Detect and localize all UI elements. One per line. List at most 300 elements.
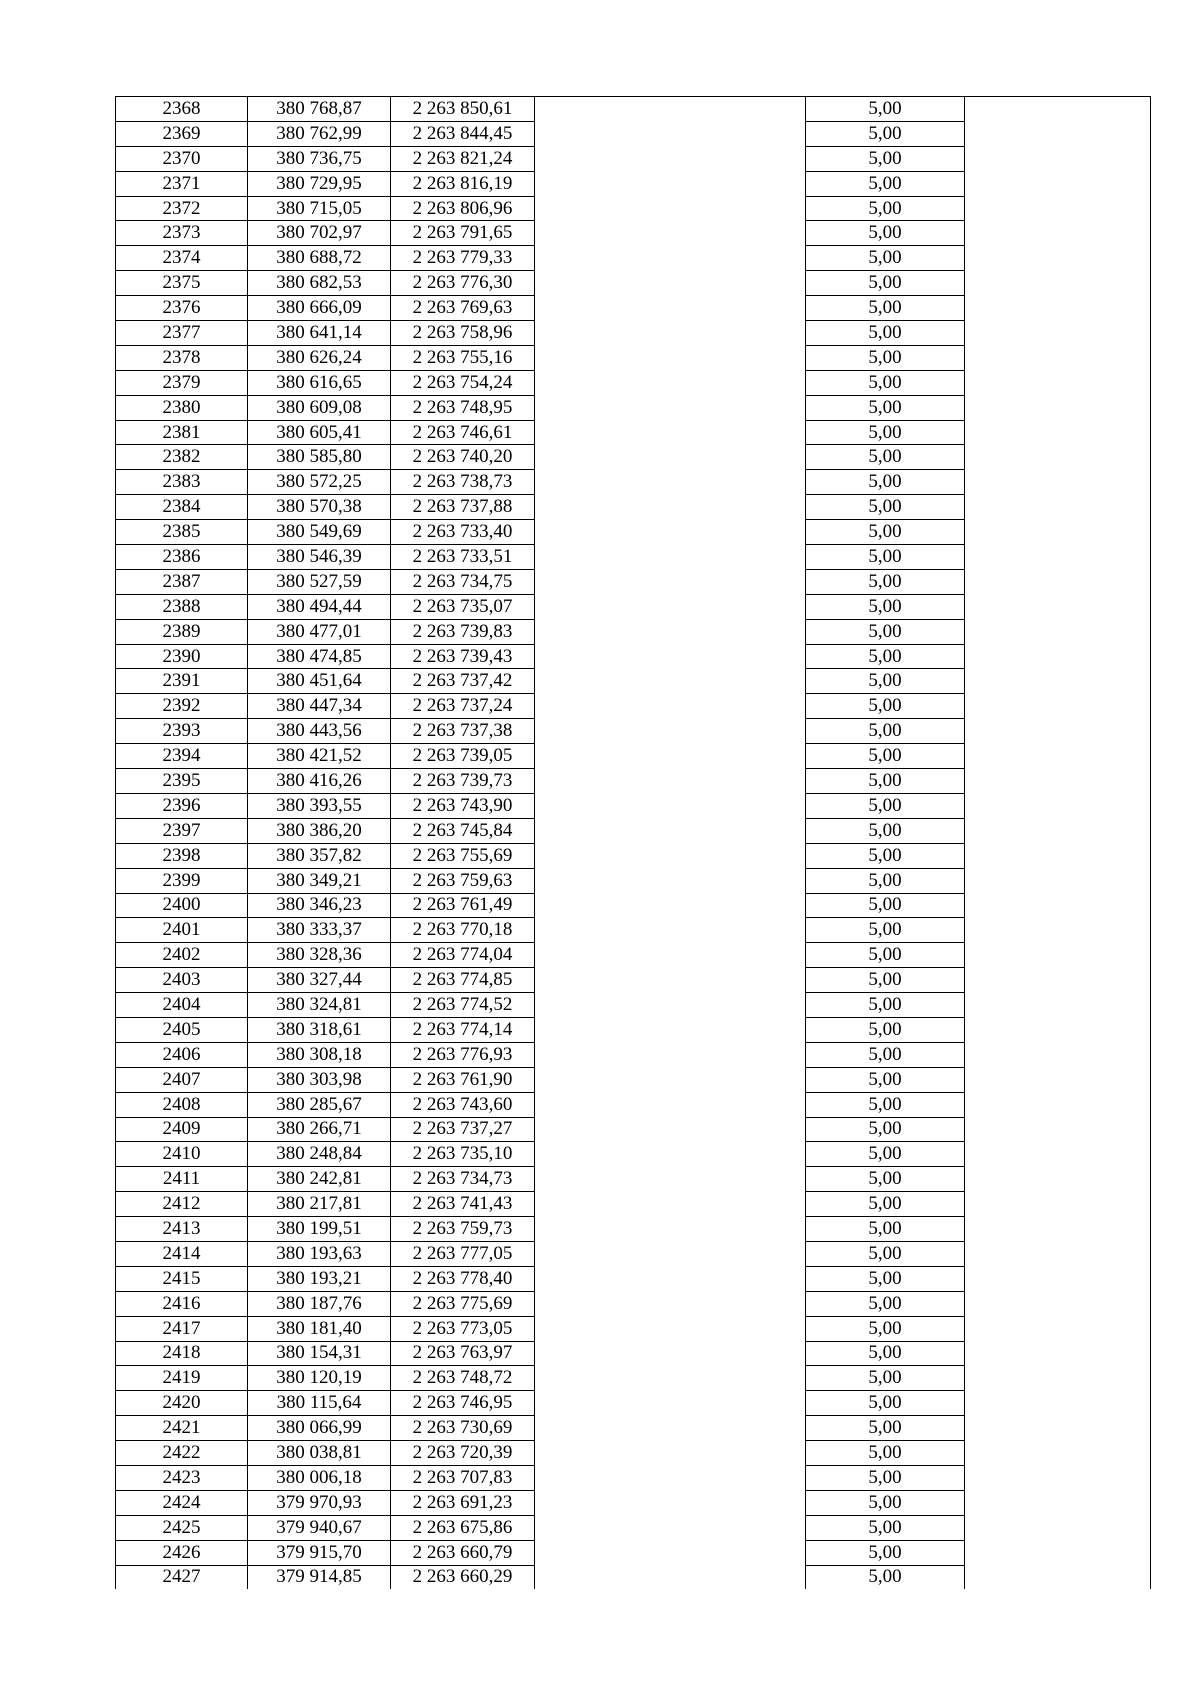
empty-cell xyxy=(965,171,1151,196)
value-cell: 5,00 xyxy=(806,495,965,520)
empty-cell xyxy=(535,893,806,918)
empty-cell xyxy=(535,1142,806,1167)
y-coordinate-cell: 2 263 720,39 xyxy=(391,1441,535,1466)
y-coordinate-cell: 2 263 660,79 xyxy=(391,1540,535,1565)
y-coordinate-cell: 2 263 850,61 xyxy=(391,97,535,122)
point-number-cell: 2397 xyxy=(116,818,248,843)
y-coordinate-cell: 2 263 779,33 xyxy=(391,246,535,271)
y-coordinate-cell: 2 263 763,97 xyxy=(391,1341,535,1366)
empty-cell xyxy=(965,1266,1151,1291)
y-coordinate-cell: 2 263 675,86 xyxy=(391,1515,535,1540)
empty-cell xyxy=(965,793,1151,818)
value-cell: 5,00 xyxy=(806,1490,965,1515)
table-row xyxy=(116,1067,1151,1092)
empty-cell xyxy=(965,769,1151,794)
point-number-cell: 2418 xyxy=(116,1341,248,1366)
empty-cell xyxy=(535,594,806,619)
y-coordinate-cell: 2 263 769,63 xyxy=(391,296,535,321)
y-coordinate-cell: 2 263 778,40 xyxy=(391,1266,535,1291)
empty-cell xyxy=(535,843,806,868)
value-cell: 5,00 xyxy=(806,1341,965,1366)
point-number-cell: 2387 xyxy=(116,569,248,594)
empty-cell xyxy=(535,644,806,669)
y-coordinate-cell: 2 263 761,90 xyxy=(391,1067,535,1092)
empty-cell xyxy=(535,793,806,818)
x-coordinate-cell: 380 443,56 xyxy=(248,719,391,744)
table-row xyxy=(116,495,1151,520)
point-number-cell: 2380 xyxy=(116,395,248,420)
empty-cell xyxy=(965,669,1151,694)
empty-cell xyxy=(535,121,806,146)
value-cell: 5,00 xyxy=(806,1266,965,1291)
point-number-cell: 2419 xyxy=(116,1366,248,1391)
table-row xyxy=(116,171,1151,196)
empty-cell xyxy=(535,395,806,420)
x-coordinate-cell: 380 038,81 xyxy=(248,1441,391,1466)
empty-cell xyxy=(535,146,806,171)
y-coordinate-cell: 2 263 738,73 xyxy=(391,470,535,495)
point-number-cell: 2370 xyxy=(116,146,248,171)
value-cell: 5,00 xyxy=(806,445,965,470)
value-cell: 5,00 xyxy=(806,1291,965,1316)
value-cell: 5,00 xyxy=(806,694,965,719)
x-coordinate-cell: 380 570,38 xyxy=(248,495,391,520)
table-row xyxy=(116,1192,1151,1217)
point-number-cell: 2368 xyxy=(116,97,248,122)
value-cell: 5,00 xyxy=(806,1167,965,1192)
x-coordinate-cell: 380 546,39 xyxy=(248,545,391,570)
empty-cell xyxy=(535,1341,806,1366)
x-coordinate-cell: 380 549,69 xyxy=(248,520,391,545)
y-coordinate-cell: 2 263 733,51 xyxy=(391,545,535,570)
value-cell: 5,00 xyxy=(806,470,965,495)
y-coordinate-cell: 2 263 844,45 xyxy=(391,121,535,146)
table-row xyxy=(116,370,1151,395)
point-number-cell: 2377 xyxy=(116,321,248,346)
table-row xyxy=(116,1341,1151,1366)
table-row xyxy=(116,345,1151,370)
y-coordinate-cell: 2 263 816,19 xyxy=(391,171,535,196)
point-number-cell: 2388 xyxy=(116,594,248,619)
y-coordinate-cell: 2 263 776,93 xyxy=(391,1042,535,1067)
table-row xyxy=(116,1291,1151,1316)
x-coordinate-cell: 380 308,18 xyxy=(248,1042,391,1067)
empty-cell xyxy=(535,445,806,470)
point-number-cell: 2396 xyxy=(116,793,248,818)
y-coordinate-cell: 2 263 739,83 xyxy=(391,619,535,644)
empty-cell xyxy=(965,843,1151,868)
empty-cell xyxy=(535,1416,806,1441)
x-coordinate-cell: 380 193,21 xyxy=(248,1266,391,1291)
point-number-cell: 2390 xyxy=(116,644,248,669)
x-coordinate-cell: 380 328,36 xyxy=(248,943,391,968)
table-row xyxy=(116,420,1151,445)
point-number-cell: 2417 xyxy=(116,1316,248,1341)
empty-cell xyxy=(535,818,806,843)
value-cell: 5,00 xyxy=(806,1416,965,1441)
value-cell: 5,00 xyxy=(806,271,965,296)
value-cell: 5,00 xyxy=(806,1391,965,1416)
table-row xyxy=(116,1217,1151,1242)
value-cell: 5,00 xyxy=(806,719,965,744)
point-number-cell: 2384 xyxy=(116,495,248,520)
table-row xyxy=(116,1515,1151,1540)
empty-cell xyxy=(535,345,806,370)
empty-cell xyxy=(965,1291,1151,1316)
empty-cell xyxy=(535,1042,806,1067)
value-cell: 5,00 xyxy=(806,146,965,171)
value-cell: 5,00 xyxy=(806,296,965,321)
x-coordinate-cell: 380 641,14 xyxy=(248,321,391,346)
x-coordinate-cell: 380 357,82 xyxy=(248,843,391,868)
point-number-cell: 2425 xyxy=(116,1515,248,1540)
value-cell: 5,00 xyxy=(806,669,965,694)
empty-cell xyxy=(965,1042,1151,1067)
y-coordinate-cell: 2 263 730,69 xyxy=(391,1416,535,1441)
empty-cell xyxy=(535,1465,806,1490)
x-coordinate-cell: 380 451,64 xyxy=(248,669,391,694)
empty-cell xyxy=(535,1067,806,1092)
empty-cell xyxy=(535,97,806,122)
x-coordinate-cell: 380 242,81 xyxy=(248,1167,391,1192)
x-coordinate-cell: 380 266,71 xyxy=(248,1117,391,1142)
table-row xyxy=(116,1416,1151,1441)
empty-cell xyxy=(965,121,1151,146)
table-row xyxy=(116,1441,1151,1466)
empty-cell xyxy=(965,1366,1151,1391)
x-coordinate-cell: 380 585,80 xyxy=(248,445,391,470)
x-coordinate-cell: 380 349,21 xyxy=(248,868,391,893)
point-number-cell: 2422 xyxy=(116,1441,248,1466)
empty-cell xyxy=(965,1092,1151,1117)
y-coordinate-cell: 2 263 755,69 xyxy=(391,843,535,868)
point-number-cell: 2393 xyxy=(116,719,248,744)
value-cell: 5,00 xyxy=(806,1142,965,1167)
value-cell: 5,00 xyxy=(806,171,965,196)
empty-cell xyxy=(535,918,806,943)
point-number-cell: 2374 xyxy=(116,246,248,271)
y-coordinate-cell: 2 263 770,18 xyxy=(391,918,535,943)
x-coordinate-cell: 380 154,31 xyxy=(248,1341,391,1366)
x-coordinate-cell: 380 494,44 xyxy=(248,594,391,619)
point-number-cell: 2383 xyxy=(116,470,248,495)
value-cell: 5,00 xyxy=(806,97,965,122)
point-number-cell: 2411 xyxy=(116,1167,248,1192)
y-coordinate-cell: 2 263 759,63 xyxy=(391,868,535,893)
x-coordinate-cell: 380 006,18 xyxy=(248,1465,391,1490)
empty-cell xyxy=(965,594,1151,619)
x-coordinate-cell: 380 333,37 xyxy=(248,918,391,943)
point-number-cell: 2371 xyxy=(116,171,248,196)
empty-cell xyxy=(535,1565,806,1589)
table-row xyxy=(116,321,1151,346)
value-cell: 5,00 xyxy=(806,769,965,794)
y-coordinate-cell: 2 263 737,27 xyxy=(391,1117,535,1142)
y-coordinate-cell: 2 263 737,42 xyxy=(391,669,535,694)
x-coordinate-cell: 380 768,87 xyxy=(248,97,391,122)
table-row xyxy=(116,993,1151,1018)
x-coordinate-cell: 380 303,98 xyxy=(248,1067,391,1092)
value-cell: 5,00 xyxy=(806,793,965,818)
point-number-cell: 2414 xyxy=(116,1241,248,1266)
empty-cell xyxy=(965,1565,1151,1589)
y-coordinate-cell: 2 263 739,73 xyxy=(391,769,535,794)
empty-cell xyxy=(965,495,1151,520)
empty-cell xyxy=(535,196,806,221)
x-coordinate-cell: 380 736,75 xyxy=(248,146,391,171)
empty-cell xyxy=(965,1391,1151,1416)
y-coordinate-cell: 2 263 746,61 xyxy=(391,420,535,445)
y-coordinate-cell: 2 263 754,24 xyxy=(391,370,535,395)
point-number-cell: 2408 xyxy=(116,1092,248,1117)
y-coordinate-cell: 2 263 743,90 xyxy=(391,793,535,818)
empty-cell xyxy=(965,420,1151,445)
point-number-cell: 2395 xyxy=(116,769,248,794)
value-cell: 5,00 xyxy=(806,1441,965,1466)
empty-cell xyxy=(535,246,806,271)
value-cell: 5,00 xyxy=(806,1540,965,1565)
empty-cell xyxy=(535,470,806,495)
point-number-cell: 2401 xyxy=(116,918,248,943)
x-coordinate-cell: 380 609,08 xyxy=(248,395,391,420)
value-cell: 5,00 xyxy=(806,918,965,943)
empty-cell xyxy=(965,470,1151,495)
table-row xyxy=(116,968,1151,993)
value-cell: 5,00 xyxy=(806,1067,965,1092)
point-number-cell: 2375 xyxy=(116,271,248,296)
point-number-cell: 2412 xyxy=(116,1192,248,1217)
value-cell: 5,00 xyxy=(806,420,965,445)
y-coordinate-cell: 2 263 735,10 xyxy=(391,1142,535,1167)
table-row xyxy=(116,619,1151,644)
value-cell: 5,00 xyxy=(806,968,965,993)
y-coordinate-cell: 2 263 733,40 xyxy=(391,520,535,545)
empty-cell xyxy=(965,246,1151,271)
empty-cell xyxy=(535,171,806,196)
empty-cell xyxy=(535,868,806,893)
table-row xyxy=(116,644,1151,669)
x-coordinate-cell: 380 421,52 xyxy=(248,744,391,769)
x-coordinate-cell: 380 193,63 xyxy=(248,1241,391,1266)
empty-cell xyxy=(965,818,1151,843)
table-row xyxy=(116,669,1151,694)
empty-cell xyxy=(965,97,1151,122)
empty-cell xyxy=(965,918,1151,943)
point-number-cell: 2389 xyxy=(116,619,248,644)
empty-cell xyxy=(535,1490,806,1515)
point-number-cell: 2413 xyxy=(116,1217,248,1242)
table-row xyxy=(116,1490,1151,1515)
point-number-cell: 2386 xyxy=(116,545,248,570)
x-coordinate-cell: 380 393,55 xyxy=(248,793,391,818)
point-number-cell: 2403 xyxy=(116,968,248,993)
empty-cell xyxy=(535,1540,806,1565)
empty-cell xyxy=(965,271,1151,296)
empty-cell xyxy=(965,968,1151,993)
empty-cell xyxy=(535,1167,806,1192)
y-coordinate-cell: 2 263 734,75 xyxy=(391,569,535,594)
empty-cell xyxy=(965,1316,1151,1341)
point-number-cell: 2378 xyxy=(116,345,248,370)
value-cell: 5,00 xyxy=(806,1017,965,1042)
y-coordinate-cell: 2 263 755,16 xyxy=(391,345,535,370)
y-coordinate-cell: 2 263 735,07 xyxy=(391,594,535,619)
empty-cell xyxy=(965,545,1151,570)
point-number-cell: 2376 xyxy=(116,296,248,321)
y-coordinate-cell: 2 263 691,23 xyxy=(391,1490,535,1515)
table-row xyxy=(116,1092,1151,1117)
value-cell: 5,00 xyxy=(806,1366,965,1391)
empty-cell xyxy=(535,669,806,694)
point-number-cell: 2379 xyxy=(116,370,248,395)
empty-cell xyxy=(965,1017,1151,1042)
empty-cell xyxy=(535,1441,806,1466)
y-coordinate-cell: 2 263 776,30 xyxy=(391,271,535,296)
point-number-cell: 2381 xyxy=(116,420,248,445)
value-cell: 5,00 xyxy=(806,843,965,868)
empty-cell xyxy=(965,321,1151,346)
y-coordinate-cell: 2 263 739,43 xyxy=(391,644,535,669)
table-row xyxy=(116,1266,1151,1291)
table-row xyxy=(116,1142,1151,1167)
x-coordinate-cell: 380 762,99 xyxy=(248,121,391,146)
x-coordinate-cell: 380 318,61 xyxy=(248,1017,391,1042)
y-coordinate-cell: 2 263 660,29 xyxy=(391,1565,535,1589)
empty-cell xyxy=(535,1366,806,1391)
point-number-cell: 2372 xyxy=(116,196,248,221)
point-number-cell: 2420 xyxy=(116,1391,248,1416)
x-coordinate-cell: 380 605,41 xyxy=(248,420,391,445)
point-number-cell: 2404 xyxy=(116,993,248,1018)
empty-cell xyxy=(535,321,806,346)
empty-cell xyxy=(535,271,806,296)
table-row xyxy=(116,246,1151,271)
empty-cell xyxy=(535,520,806,545)
empty-cell xyxy=(965,1167,1151,1192)
table-row xyxy=(116,818,1151,843)
x-coordinate-cell: 379 914,85 xyxy=(248,1565,391,1589)
x-coordinate-cell: 380 572,25 xyxy=(248,470,391,495)
x-coordinate-cell: 380 474,85 xyxy=(248,644,391,669)
empty-cell xyxy=(965,1465,1151,1490)
value-cell: 5,00 xyxy=(806,520,965,545)
table-row xyxy=(116,769,1151,794)
empty-cell xyxy=(965,619,1151,644)
point-number-cell: 2369 xyxy=(116,121,248,146)
table-row xyxy=(116,569,1151,594)
empty-cell xyxy=(535,1117,806,1142)
y-coordinate-cell: 2 263 806,96 xyxy=(391,196,535,221)
empty-cell xyxy=(965,993,1151,1018)
point-number-cell: 2421 xyxy=(116,1416,248,1441)
empty-cell xyxy=(535,1291,806,1316)
x-coordinate-cell: 380 715,05 xyxy=(248,196,391,221)
y-coordinate-cell: 2 263 734,73 xyxy=(391,1167,535,1192)
empty-cell xyxy=(535,495,806,520)
table-row xyxy=(116,1316,1151,1341)
empty-cell xyxy=(965,221,1151,246)
empty-cell xyxy=(965,1241,1151,1266)
y-coordinate-cell: 2 263 775,69 xyxy=(391,1291,535,1316)
point-number-cell: 2427 xyxy=(116,1565,248,1589)
table-row xyxy=(116,943,1151,968)
point-number-cell: 2423 xyxy=(116,1465,248,1490)
y-coordinate-cell: 2 263 774,52 xyxy=(391,993,535,1018)
value-cell: 5,00 xyxy=(806,196,965,221)
empty-cell xyxy=(535,943,806,968)
empty-cell xyxy=(965,146,1151,171)
y-coordinate-cell: 2 263 759,73 xyxy=(391,1217,535,1242)
table-row xyxy=(116,1565,1151,1589)
table-row xyxy=(116,1391,1151,1416)
table-row xyxy=(116,918,1151,943)
empty-cell xyxy=(535,619,806,644)
point-number-cell: 2410 xyxy=(116,1142,248,1167)
empty-cell xyxy=(965,943,1151,968)
table-row xyxy=(116,97,1151,122)
value-cell: 5,00 xyxy=(806,644,965,669)
empty-cell xyxy=(965,719,1151,744)
x-coordinate-cell: 380 187,76 xyxy=(248,1291,391,1316)
point-number-cell: 2424 xyxy=(116,1490,248,1515)
y-coordinate-cell: 2 263 773,05 xyxy=(391,1316,535,1341)
empty-cell xyxy=(535,744,806,769)
x-coordinate-cell: 380 324,81 xyxy=(248,993,391,1018)
table-row xyxy=(116,1540,1151,1565)
empty-cell xyxy=(535,420,806,445)
y-coordinate-cell: 2 263 758,96 xyxy=(391,321,535,346)
empty-cell xyxy=(965,395,1151,420)
value-cell: 5,00 xyxy=(806,1217,965,1242)
point-number-cell: 2406 xyxy=(116,1042,248,1067)
point-number-cell: 2399 xyxy=(116,868,248,893)
table-row xyxy=(116,793,1151,818)
table-row xyxy=(116,445,1151,470)
x-coordinate-cell: 380 181,40 xyxy=(248,1316,391,1341)
x-coordinate-cell: 380 217,81 xyxy=(248,1192,391,1217)
x-coordinate-cell: 380 346,23 xyxy=(248,893,391,918)
table-row xyxy=(116,1017,1151,1042)
empty-cell xyxy=(535,1192,806,1217)
table-row xyxy=(116,395,1151,420)
y-coordinate-cell: 2 263 821,24 xyxy=(391,146,535,171)
empty-cell xyxy=(965,644,1151,669)
x-coordinate-cell: 380 666,09 xyxy=(248,296,391,321)
empty-cell xyxy=(535,1217,806,1242)
x-coordinate-cell: 380 729,95 xyxy=(248,171,391,196)
empty-cell xyxy=(535,569,806,594)
y-coordinate-cell: 2 263 737,38 xyxy=(391,719,535,744)
value-cell: 5,00 xyxy=(806,1192,965,1217)
value-cell: 5,00 xyxy=(806,345,965,370)
empty-cell xyxy=(965,1515,1151,1540)
empty-cell xyxy=(965,370,1151,395)
empty-cell xyxy=(535,719,806,744)
table-row xyxy=(116,121,1151,146)
value-cell: 5,00 xyxy=(806,1565,965,1589)
value-cell: 5,00 xyxy=(806,1465,965,1490)
table-row xyxy=(116,221,1151,246)
value-cell: 5,00 xyxy=(806,1241,965,1266)
y-coordinate-cell: 2 263 761,49 xyxy=(391,893,535,918)
point-number-cell: 2392 xyxy=(116,694,248,719)
y-coordinate-cell: 2 263 737,24 xyxy=(391,694,535,719)
value-cell: 5,00 xyxy=(806,569,965,594)
table-row xyxy=(116,1167,1151,1192)
y-coordinate-cell: 2 263 777,05 xyxy=(391,1241,535,1266)
value-cell: 5,00 xyxy=(806,744,965,769)
table-row xyxy=(116,1042,1151,1067)
